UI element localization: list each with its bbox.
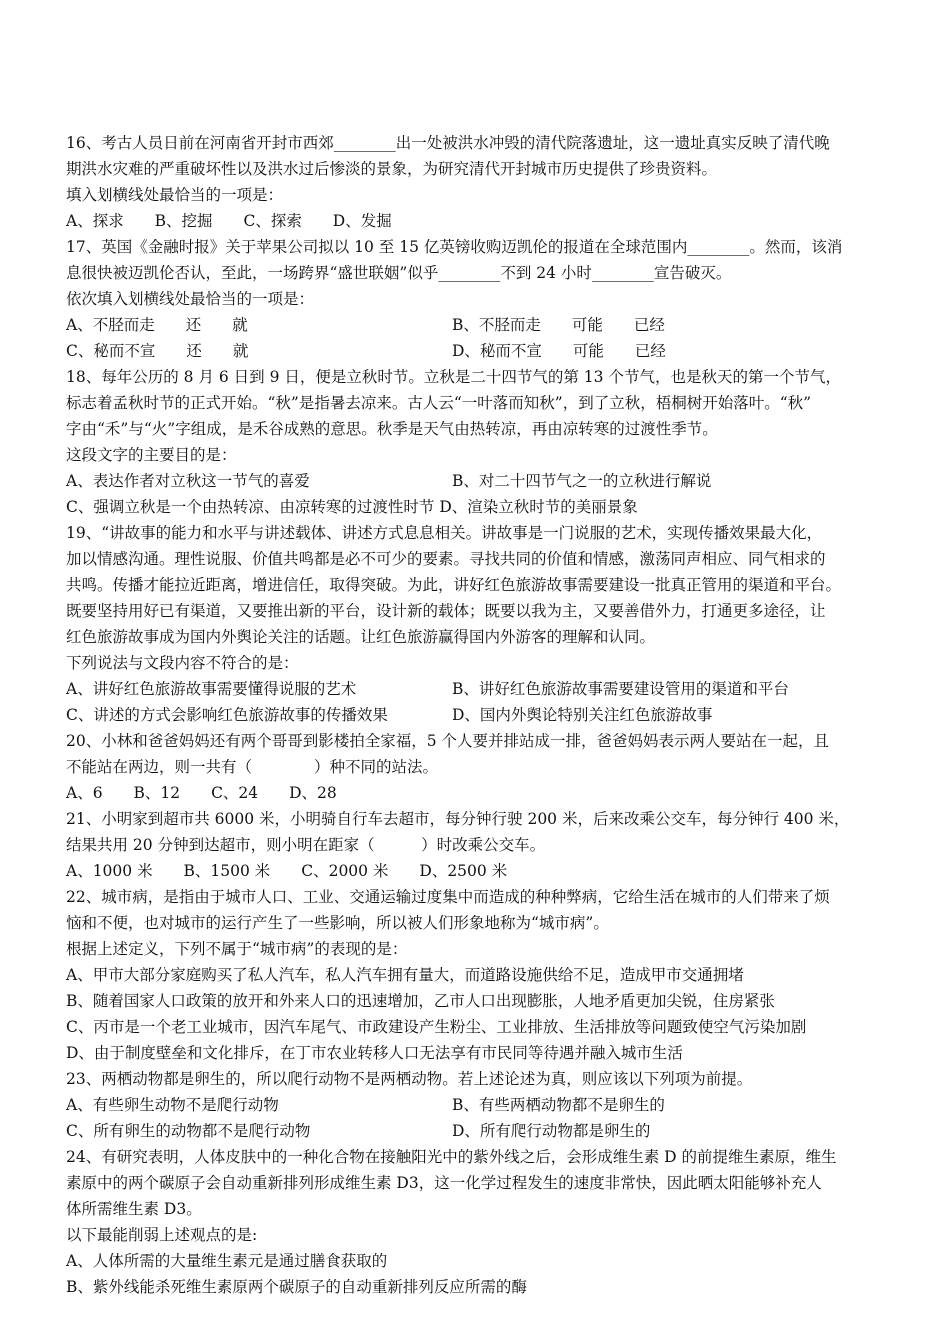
option-a: A、甲市大部分家庭购买了私人汽车，私人汽车拥有量大，而道路设施供给不足，造成甲市交通拥堵 <box>66 966 744 984</box>
option-b: B、随着国家人口政策的放开和外来人口的迅速增加，乙市人口出现膨胀，人地矛盾更加尖锐，住房紧张 <box>66 992 775 1010</box>
options-row <box>66 780 886 806</box>
option-d: D、所有爬行动物都是卵生的 <box>452 1122 651 1140</box>
question-18 <box>66 364 886 520</box>
option-a: A、探求 <box>66 212 124 230</box>
question-text: 23、两栖动物都是卵生的，所以爬行动物不是两栖动物。若上述论述为真，则应该以下列项为前提。 <box>66 1070 753 1088</box>
question-text: 息很快被迈凯伦否认，至此，一场跨界“盛世联姻”似乎________不到 24 小时________宣告破灭。 <box>66 264 732 282</box>
question-prompt: 下列说法与文段内容不符合的是： <box>66 654 299 672</box>
option-c: C、探索 <box>243 212 302 230</box>
option-a: A、1000 米 <box>66 862 153 880</box>
question-text: 期洪水灾难的严重破坏性以及洪水过后惨淡的景象，为研究清代开封城市历史提供了珍贵资料。 <box>66 160 718 178</box>
options-row <box>66 858 886 884</box>
question-text: 恼和不便，也对城市的运行产生了一些影响，所以被人们形象地称为“城市病”。 <box>66 914 609 932</box>
question-text: 体所需维生素 D3。 <box>66 1200 202 1218</box>
question-text: 标志着孟秋时节的正式开始。“秋”是指暑去凉来。古人云“一叶落而知秋”，到了立秋，梧桐树开始落叶。“秋” <box>66 394 812 412</box>
question-prompt: 依次填入划横线处最恰当的一项是： <box>66 290 315 308</box>
option-c: C、强调立秋是一个由热转凉、由凉转寒的过渡性时节 <box>66 498 435 516</box>
option-c: C、秘而不宣 还 就 <box>66 342 249 360</box>
question-text: 22、城市病，是指由于城市人口、工业、交通运输过度集中而造成的种种弊病，它给生活在城市的人们带来了烦 <box>66 888 830 906</box>
question-22 <box>66 884 886 1066</box>
option-c: C、丙市是一个老工业城市，因汽车尾气、市政建设产生粉尘、工业排放、生活排放等问题致使空气污染加剧 <box>66 1018 807 1036</box>
option-d: D、秘而不宣 可能 已经 <box>452 342 666 360</box>
question-text: 既要坚持用好已有渠道，又要推出新的平台，设计新的载体；既要以我为主，又要善借外力，打通更多途径，让 <box>66 602 826 620</box>
option-b: B、讲好红色旅游故事需要建设管用的渠道和平台 <box>452 680 789 698</box>
option-d: D、渲染立秋时节的美丽景象 <box>439 498 638 516</box>
question-text: 24、有研究表明，人体皮肤中的一种化合物在接触阳光中的紫外线之后，会形成维生素 D 的前提维生素原，维生 <box>66 1148 837 1166</box>
question-text: 不能站在两边，则一共有（ ）种不同的站法。 <box>66 758 439 776</box>
question-text: 20、小林和爸爸妈妈还有两个哥哥到影楼拍全家福，5 个人要并排站成一排，爸爸妈妈表示两人要站在一起，且 <box>66 732 830 750</box>
option-a: A、表达作者对立秋这一节气的喜爱 <box>66 472 310 490</box>
options-row <box>66 208 886 234</box>
options-row <box>66 702 886 728</box>
option-c: C、所有卵生的动物都不是爬行动物 <box>66 1122 311 1140</box>
question-prompt: 填入划横线处最恰当的一项是： <box>66 186 284 204</box>
option-c: C、2000 米 <box>301 862 389 880</box>
question-text: 加以情感沟通。理性说服、价值共鸣都是必不可少的要素。寻找共同的价值和情感，激荡同声相应、同气相求的 <box>66 550 826 568</box>
option-b: B、对二十四节气之一的立秋进行解说 <box>452 472 712 490</box>
question-prompt: 以下最能削弱上述观点的是: <box>66 1226 258 1244</box>
question-21 <box>66 806 886 884</box>
question-text: 17、英国《金融时报》关于苹果公司拟以 10 至 15 亿英镑收购迈凯伦的报道在全球范围内________。然而，该消 <box>66 238 843 256</box>
question-text: 21、小明家到超市共 6000 米，小明骑自行车去超市，每分钟行驶 200 米，后来改乘公交车，每分钟行 400 米， <box>66 810 850 828</box>
question-text: 字由“禾”与“火”字组成，是禾谷成熟的意思。秋季是天气由热转凉，再由凉转寒的过渡性季节。 <box>66 420 718 438</box>
question-17 <box>66 234 886 364</box>
option-d: D、由于制度壁垒和文化排斥，在丁市农业转移人口无法享有市民同等待遇并融入城市生活 <box>66 1044 683 1062</box>
question-23 <box>66 1066 886 1144</box>
question-prompt: 根据上述定义，下列不属于“城市病”的表现的是： <box>66 940 408 958</box>
options-row <box>66 494 886 520</box>
option-a: A、不胫而走 还 就 <box>66 316 248 334</box>
question-prompt: 这段文字的主要目的是： <box>66 446 237 464</box>
option-c: C、讲述的方式会影响红色旅游故事的传播效果 <box>66 706 388 724</box>
option-d: D、国内外舆论特别关注红色旅游故事 <box>452 706 713 724</box>
option-b: B、挖掘 <box>154 212 213 230</box>
question-text: 19、“讲故事的能力和水平与讲述载体、讲述方式息息相关。讲故事是一门说服的艺术，实现传播效果最大化， <box>66 524 823 542</box>
option-a: A、有些卵生动物不是爬行动物 <box>66 1096 279 1114</box>
option-b: B、有些两栖动物都不是卵生的 <box>452 1096 665 1114</box>
option-b: B、1500 米 <box>183 862 271 880</box>
options-row <box>66 468 886 494</box>
option-d: D、28 <box>289 784 337 802</box>
question-text: 18、每年公历的 8 月 6 日到 9 日，便是立秋时节。立秋是二十四节气的第 13 个节气，也是秋天的第一个节气， <box>66 368 841 386</box>
option-d: D、2500 米 <box>419 862 508 880</box>
option-b: B、紫外线能杀死维生素原两个碳原子的自动重新排列反应所需的酶 <box>66 1278 527 1296</box>
question-text: 16、考古人员日前在河南省开封市西郊________出一处被洪水冲毁的清代院落遗址，这一遗址真实反映了清代晚 <box>66 134 830 152</box>
option-d: D、发掘 <box>332 212 392 230</box>
option-c: C、24 <box>211 784 259 802</box>
options-row <box>66 676 886 702</box>
option-b: B、不胫而走 可能 已经 <box>452 316 665 334</box>
question-16 <box>66 130 886 234</box>
options-row <box>66 338 886 364</box>
question-20 <box>66 728 886 806</box>
options-row <box>66 312 886 338</box>
option-b: B、12 <box>133 784 181 802</box>
question-text: 结果共用 20 分钟到达超市，则小明在距家（ ）时改乘公交车。 <box>66 836 546 854</box>
question-text: 素原中的两个碳原子会自动重新排列形成维生素 D3，这一化学过程发生的速度非常快，因此晒太阳能够补充人 <box>66 1174 822 1192</box>
option-a: A、人体所需的大量维生素元是通过膳食获取的 <box>66 1252 388 1270</box>
exam-page <box>66 130 886 1300</box>
option-a: A、讲好红色旅游故事需要懂得说服的艺术 <box>66 680 357 698</box>
question-text: 共鸣。传播才能拉近距离，增进信任，取得突破。为此，讲好红色旅游故事需要建设一批真正管用的渠道和平台。 <box>66 576 842 594</box>
question-19 <box>66 520 886 728</box>
question-24 <box>66 1144 886 1300</box>
option-a: A、6 <box>66 784 103 802</box>
question-text: 红色旅游故事成为国内外舆论关注的话题。让红色旅游赢得国内外游客的理解和认同。 <box>66 628 656 646</box>
options-row <box>66 1092 886 1118</box>
options-row <box>66 1118 886 1144</box>
